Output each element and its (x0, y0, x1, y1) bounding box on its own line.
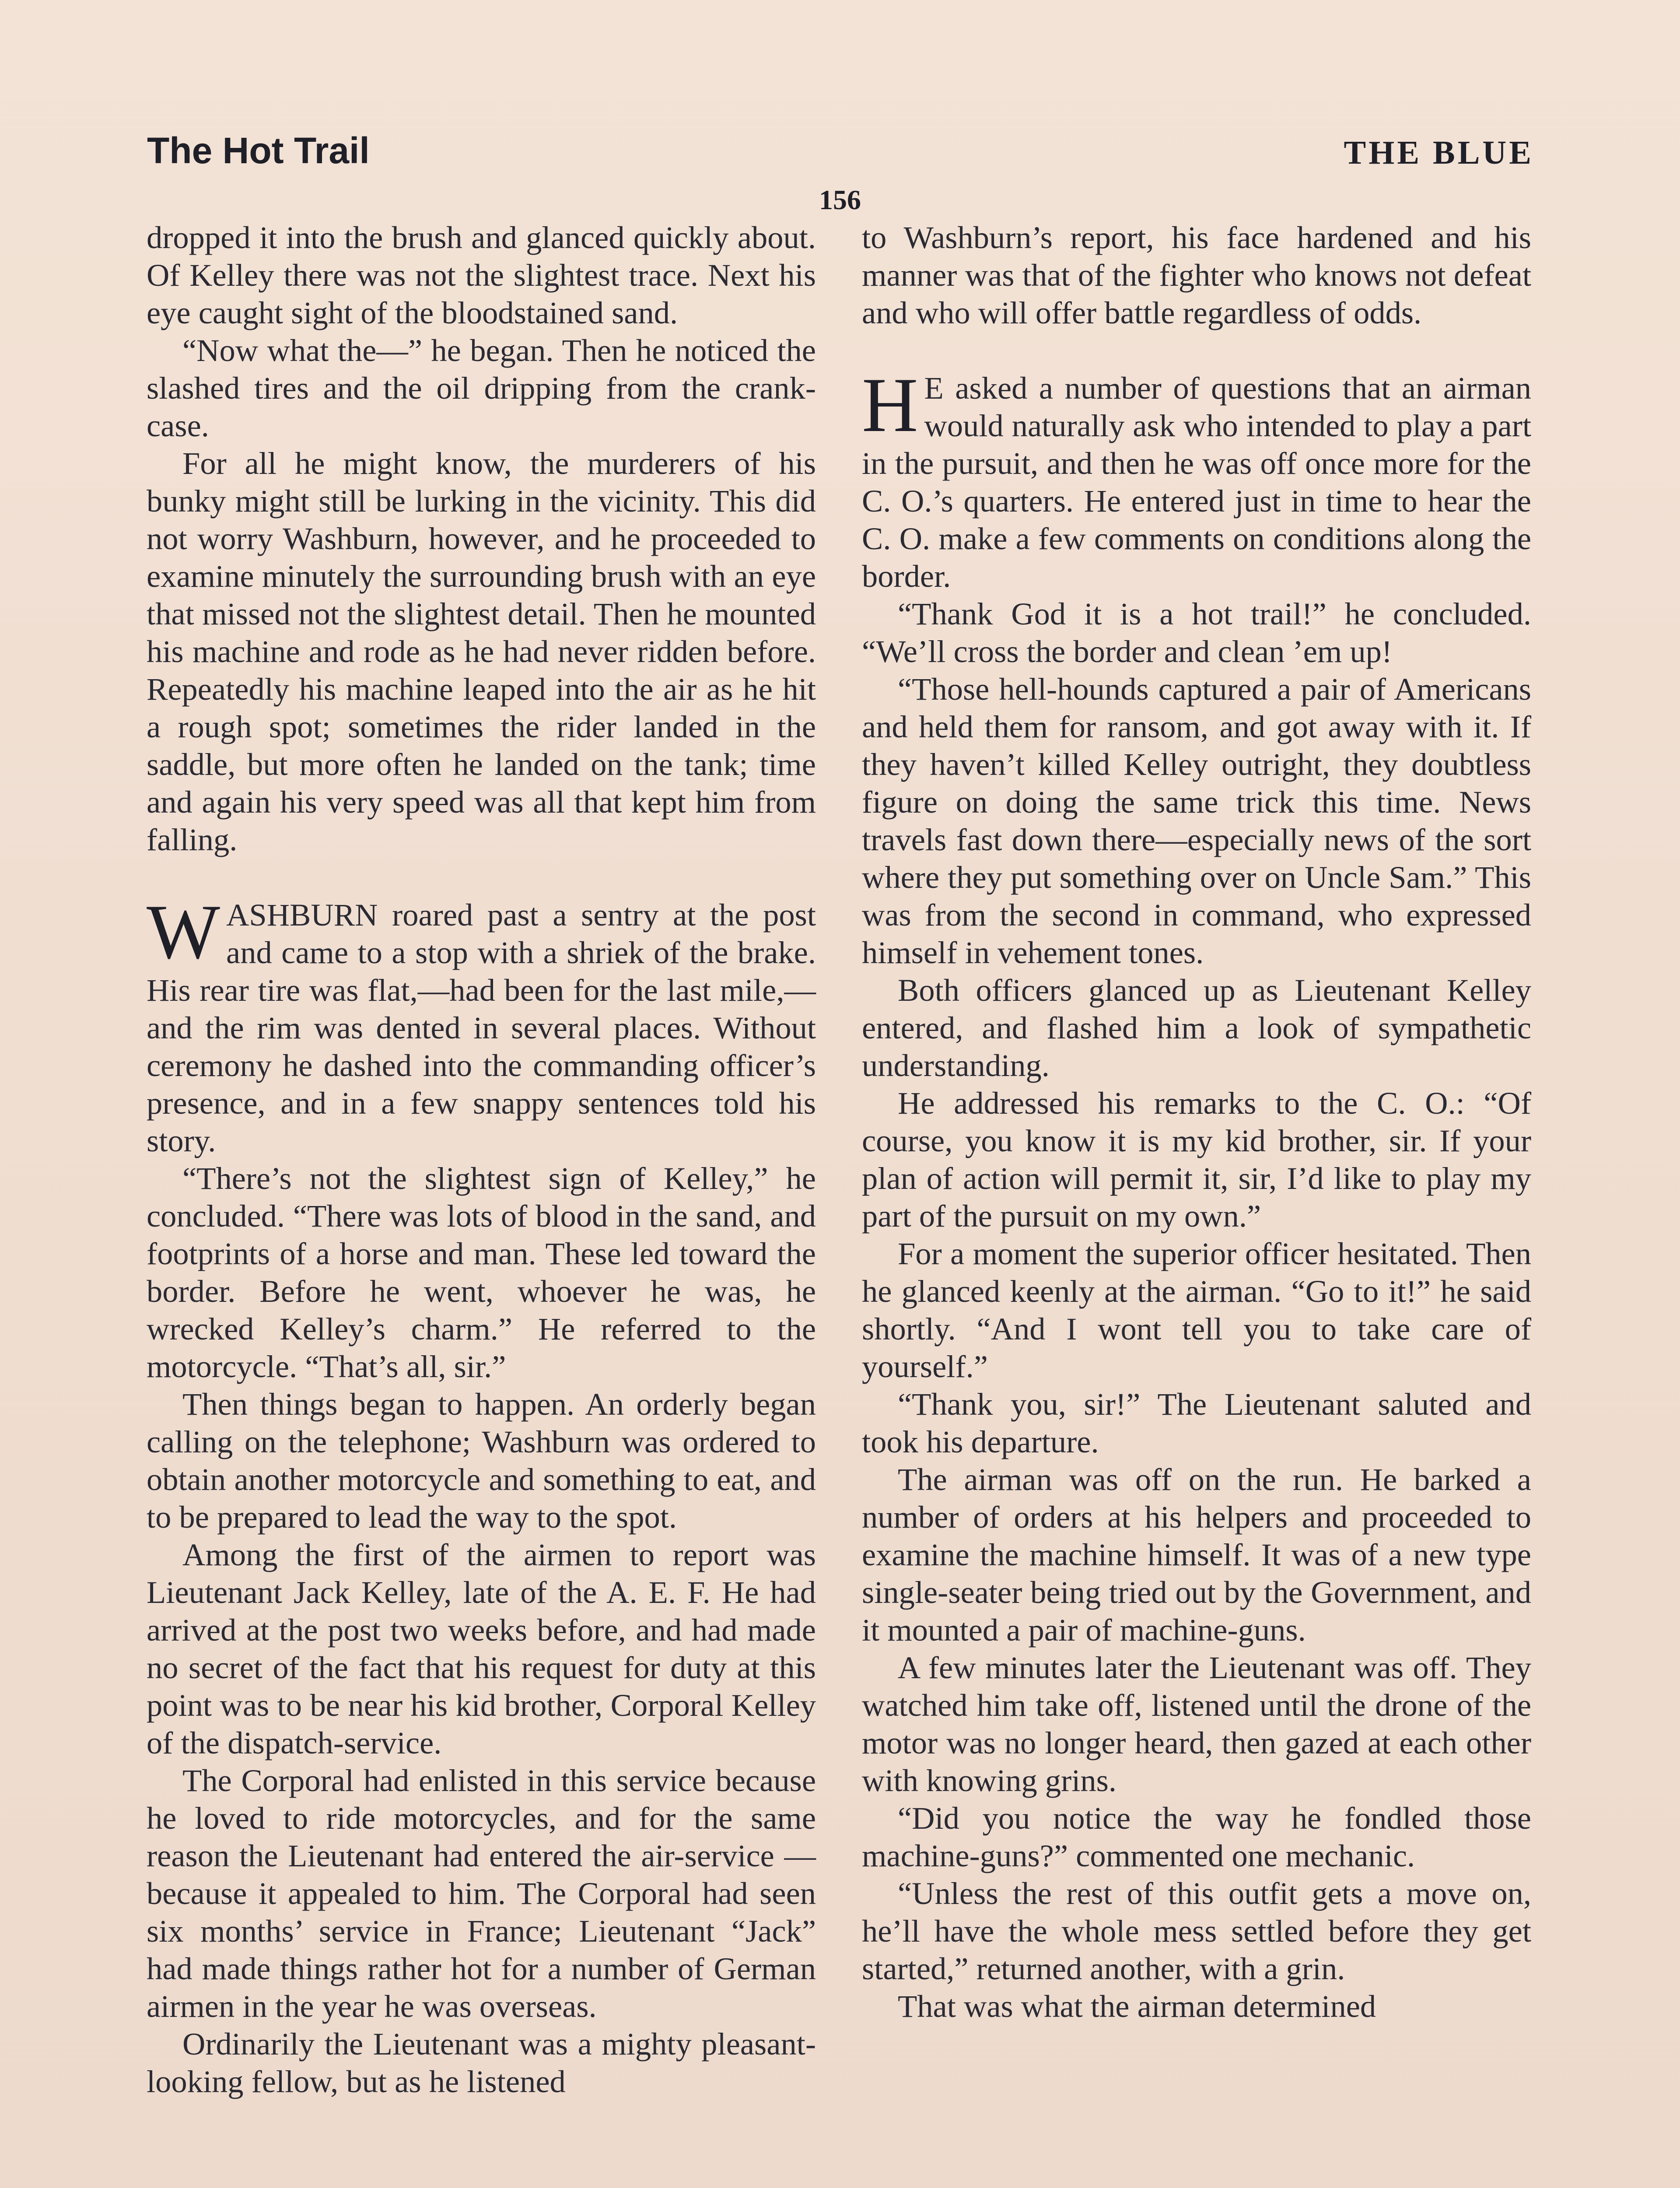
drop-cap: W (147, 888, 220, 975)
paragraph: “There’s not the slightest sign of Kelley,” he concluded. “There was lots of blood in the sand, and footprints of a horse and man. These led toward the border. Before he went, whoever he was, he wrecked Kelley’s charm.” He referred to the motorcycle. “That’s all, sir.” (147, 1161, 816, 1384)
paragraph: “Now what the—” he began. Then he noticed the slashed tires and the oil dripping from the crank-case. (147, 333, 816, 443)
paragraph-with-dropcap (862, 361, 1531, 595)
drop-cap: H (862, 361, 918, 448)
paragraph: “Thank you, sir!” The Lieutenant saluted and took his departure. (862, 1386, 1531, 1459)
paragraph: He addressed his remarks to the C. O.: “Of course, you know it is my kid brother, sir. If your plan of action will permit it, sir, I’d like to play my part of the pursuit on my own.” (862, 1085, 1531, 1234)
paragraph: The airman was off on the run. He barked a number of orders at his helpers and proceeded to examine the machine himself. It was of a new type single-seater being tried out by the Government, and it mounted a pair of machine-guns. (862, 1462, 1531, 1648)
paragraph: Both officers glanced up as Lieutenant Kelley entered, and flashed him a look of sympathetic understanding. (862, 972, 1531, 1083)
paragraph: Among the first of the airmen to report was Lieutenant Jack Kelley, late of the A. E. F. He had arrived at the post two weeks before, and had made no secret of the fact that his request for duty at this point was to be near his kid brother, Corporal Kelley of the dispatch-service. (147, 1537, 816, 1760)
paragraph: “Unless the rest of this outfit gets a move on, he’ll have the whole mess settled before they get started,” returned another, with a grin. (862, 1876, 1531, 1986)
paragraph: “Those hell-hounds captured a pair of Americans and held them for ransom, and got away with it. If they haven’t killed Kelley outright, they doubtless figure on doing the same trick this time. News travels fast down there—especially news of the sort where they put something over on Uncle Sam.” This was from the second in command, who expressed himself in vehement tones. (862, 671, 1531, 970)
paragraph-with-dropcap (147, 888, 816, 1160)
paragraph: Then things began to happen. An orderly began calling on the telephone; Washburn was ordered to obtain another motorcycle and something to eat, and to be prepared to lead the way to the spot. (147, 1386, 816, 1535)
paragraph: That was what the airman determined (898, 1988, 1376, 2024)
left-column (147, 219, 816, 2100)
paragraph: A few minutes later the Lieutenant was off. They watched him take off, listened until the drone of the motor was no longer heard, then gazed at each other with knowing grins. (862, 1650, 1531, 1798)
paragraph: For a moment the superior officer hesitated. Then he glanced keenly at the airman. “Go to it!” he said shortly. “And I wont tell you to take care of yourself.” (862, 1236, 1531, 1384)
paragraph: For all he might know, the murderers of his bunky might still be lurking in the vicinity. This did not worry Washburn, however, and he proceeded to examine minutely the surrounding brush with an eye that missed not the slightest detail. Then he mounted his machine and rode as he had never ridden before. Repeatedly his machine leaped into the air as he hit a rough spot; sometimes the rider landed in the saddle, but more often he landed on the tank; time and again his very speed was all that kept him from falling. (147, 445, 816, 857)
paragraph: Ordinarily the Lieutenant was a mighty pleasant-looking fellow, but as he listened (147, 2026, 816, 2099)
magazine-name: THE BLUE (1344, 134, 1534, 171)
paragraph-text: ASHBURN roared past a sentry at the post and came to a stop with a shriek of the brake. His rear tire was flat,—had been for the last mile,—and the rim was dented in several places. Without ceremony he dashed into the commanding officer’s presence, and in a few snappy sentences told his story. (147, 897, 816, 1158)
story-title: The Hot Trail (147, 130, 370, 171)
paragraph: “Did you notice the way he fondled those machine-guns?” commented one mechanic. (862, 1800, 1531, 1873)
paragraph: “Thank God it is a hot trail!” he concluded. “We’ll cross the border and clean ’em up! (862, 596, 1531, 669)
page-number: 156 (819, 184, 861, 215)
paragraph: The Corporal had enlisted in this service because he loved to ride motorcycles, and for the same reason the Lieutenant had entered the air-service — because it appealed to him. The Corporal had seen six months’ service in France; Lieutenant “Jack” had made things rather hot for a number of German airmen in the year he was overseas. (147, 1763, 816, 2024)
paragraph: to Washburn’s report, his face hardened and his manner was that of the fighter who knows not defeat and who will offer battle regardless of odds. (862, 220, 1531, 330)
right-column (862, 219, 1531, 2025)
paragraph-text: E asked a number of questions that an airman would naturally ask who intended to play a part in the pursuit, and then he was off once more for the C. O.’s quarters. He entered just in time to hear the C. O. make a few comments on conditions along the border. (862, 370, 1531, 594)
paragraph: dropped it into the brush and glanced quickly about. Of Kelley there was not the slightest trace. Next his eye caught sight of the bloodstained sand. (147, 220, 816, 330)
